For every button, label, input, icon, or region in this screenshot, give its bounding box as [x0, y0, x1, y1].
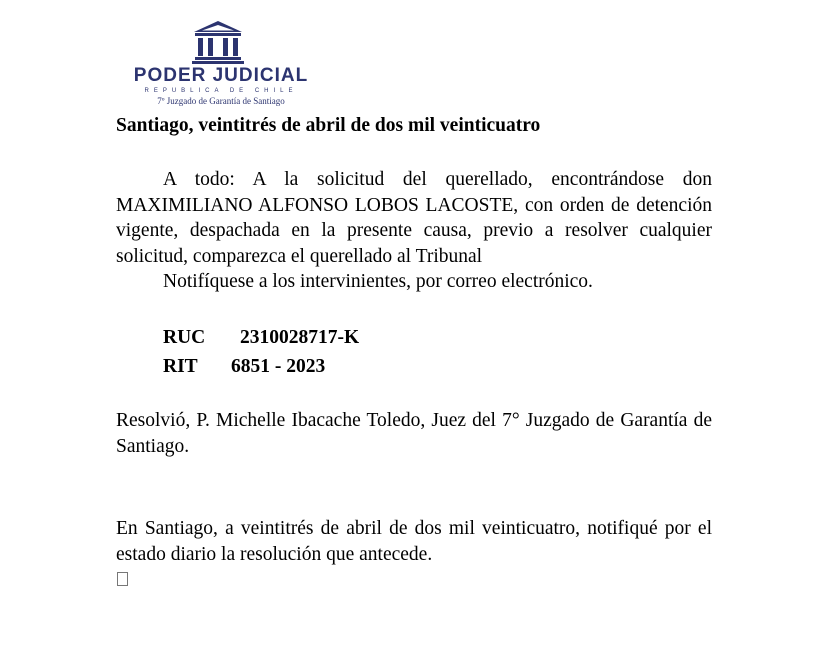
date-heading: Santiago, veintitrés de abril de dos mil veinticuatro [116, 115, 541, 136]
rit-label: RIT [163, 356, 198, 377]
missing-glyph-icon [117, 572, 128, 586]
poder-judicial-logo [126, 18, 316, 108]
notification-paragraph: En Santiago, a veintitrés de abril de dos mil veinticuatro, notifiqué por el estado diario la resolución que antecede. [116, 518, 712, 565]
ruc-line [163, 325, 359, 351]
courthouse-icon [192, 18, 244, 64]
country-name: REPUBLICA DE CHILE [144, 88, 298, 94]
resolution-paragraph: Resolvió, P. Michelle Ibacache Toledo, Juez del 7° Juzgado de Garantía de Santiago. [116, 410, 712, 457]
rit-value: 6851 - 2023 [231, 356, 326, 377]
court-name: 7º Juzgado de Garantía de Santiago [157, 96, 285, 106]
order-paragraph: A todo: A la solicitud del querellado, encontrándose don MAXIMILIANO ALFONSO LOBOS LACOSTE, con orden de detención vigente, despachada en la presente causa, previo a resolver cualquier solicitud, comparezca el querellado al Tribunal [116, 169, 712, 267]
org-name: PODER JUDICIAL [133, 65, 309, 86]
ruc-value: 2310028717-K [240, 327, 360, 348]
rit-line [163, 354, 325, 380]
notification-instruction: Notifíquese a los intervinientes, por correo electrónico. [163, 271, 593, 292]
ruc-label: RUC [163, 327, 206, 348]
